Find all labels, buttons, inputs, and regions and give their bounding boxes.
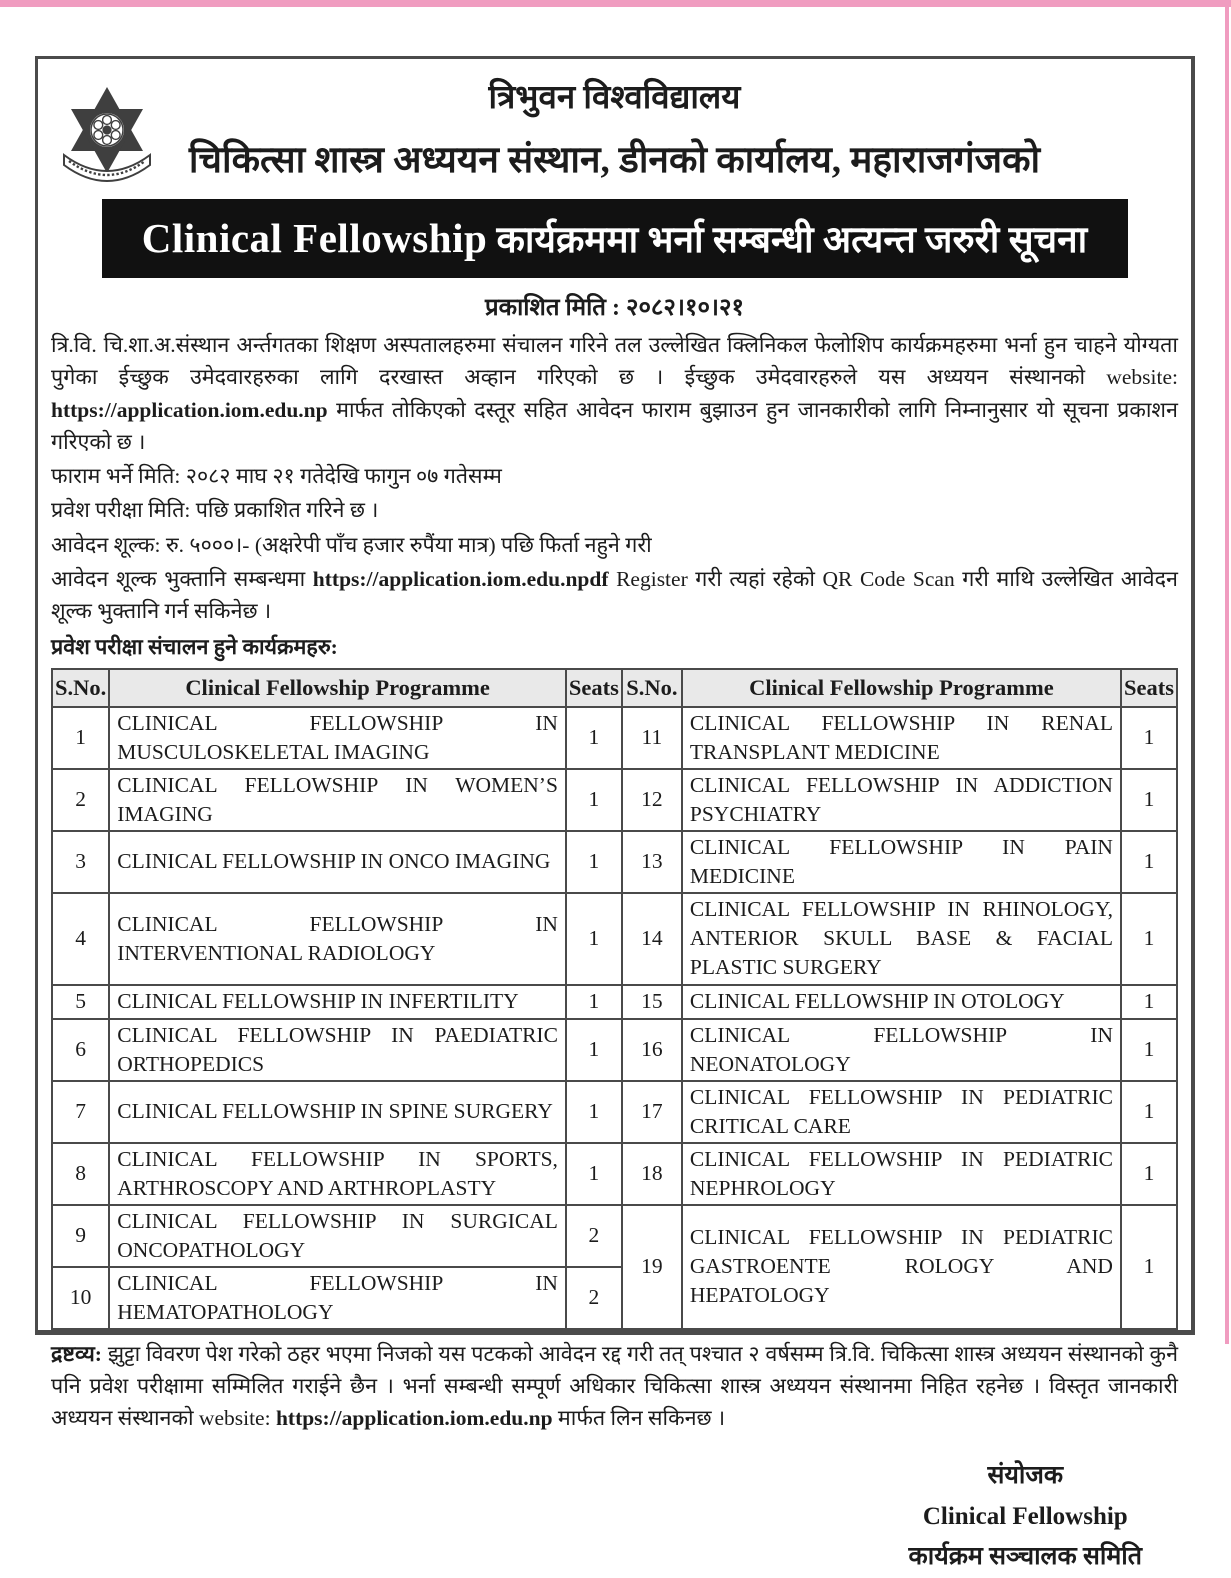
note-label: द्रष्टव्य:: [51, 1341, 102, 1366]
intro-text: त्रि.वि. चि.शा.अ.संस्थान अर्न्तगतका शिक्षण अस्पतालहरुमा संचालन गरिने तल उल्लेखित क्लिनिकल फेलोशिप कार्यक्रमहरुमा भर्ना हुन चाहने योग्यता पुगेका ईच्छुक उमेदवारहरुका लागि दरखास्त अव्हान गरिएको छ । ईच्छुक उमेदवारहरुले यस अध्ययन संस्थानको website:: [51, 333, 1178, 390]
sno-cell: 1: [52, 707, 109, 769]
table-row: [52, 985, 1177, 1019]
programme-cell: CLINICAL FELLOWSHIP IN INFERTILITY: [109, 985, 566, 1019]
sno-cell: 17: [622, 1081, 682, 1143]
signature-role: संयोजक: [987, 1462, 1064, 1489]
notice-title-banner: [102, 199, 1128, 278]
note-text-cont: मार्फत लिन सकिनछ ।: [552, 1406, 726, 1431]
seats-cell: 1: [566, 769, 622, 831]
sno-cell: 5: [52, 985, 109, 1019]
table-row: [52, 831, 1177, 893]
col-header-sno-right: S.No.: [622, 669, 682, 707]
sno-cell: 3: [52, 831, 109, 893]
sno-cell: 4: [52, 893, 109, 985]
col-header-seats-right: Seats: [1121, 669, 1177, 707]
seats-cell: 1: [1121, 707, 1177, 769]
seats-cell: 1: [1121, 1205, 1177, 1329]
document-header: [51, 73, 1178, 323]
sno-cell: 15: [622, 985, 682, 1019]
sno-cell: 19: [622, 1205, 682, 1329]
seats-cell: 1: [566, 985, 622, 1019]
payment-text: आवेदन शूल्क भुक्तानि सम्बन्धमा: [51, 566, 313, 591]
sno-cell: 18: [622, 1143, 682, 1205]
table-row: [52, 1143, 1177, 1205]
sno-cell: 2: [52, 769, 109, 831]
table-row: [52, 1019, 1177, 1081]
seats-cell: 1: [1121, 893, 1177, 985]
programme-cell: CLINICAL FELLOWSHIP IN RENAL TRANSPLANT MEDICINE: [682, 707, 1121, 769]
programme-cell: CLINICAL FELLOWSHIP IN MUSCULOSKELETAL IMAGING: [109, 707, 566, 769]
programme-cell: CLINICAL FELLOWSHIP IN SPORTS, ARTHROSCOPY AND ARTHROPLASTY: [109, 1143, 566, 1205]
seats-cell: 1: [1121, 831, 1177, 893]
sno-cell: 9: [52, 1205, 109, 1267]
note-text: झुट्टा विवरण पेश गरेको ठहर भएमा निजको यस पटकको आवेदन रद्द गरी तत् पश्चात २ वर्षसम्म त्रि.वि. चिकित्सा शास्त्र अध्ययन संस्थानको कुनै पनि प्रवेश परीक्षामा सम्मिलित गराईने छैन । भर्ना सम्बन्धी सम्पूर्ण अधिकार चिकित्सा शास्त्र अध्ययन संस्थानमा निहित रहनेछ । विस्तृत जानकारी अध्ययन संस्थानको website:: [51, 1341, 1178, 1431]
table-row: [52, 1081, 1177, 1143]
page-right-pink-border: [1225, 0, 1229, 1344]
table-row: [52, 707, 1177, 769]
programme-cell: CLINICAL FELLOWSHIP IN NEONATOLOGY: [682, 1019, 1121, 1081]
sno-cell: 6: [52, 1019, 109, 1081]
programme-cell: CLINICAL FELLOWSHIP IN PAEDIATRIC ORTHOPEDICS: [109, 1019, 566, 1081]
seats-cell: 1: [1121, 985, 1177, 1019]
signature-committee: कार्यक्रम सञ्चालक समिति: [908, 1543, 1142, 1570]
form-date-line: फाराम भर्ने मिति: २०८२ माघ २१ गतेदेखि फागुन ०७ गतेसम्म: [51, 464, 502, 488]
payment-paragraph: [51, 563, 1178, 628]
programme-cell: CLINICAL FELLOWSHIP IN SPINE SURGERY: [109, 1081, 566, 1143]
programme-cell: CLINICAL FELLOWSHIP IN HEMATOPATHOLOGY: [109, 1267, 566, 1329]
seats-cell: 1: [1121, 1081, 1177, 1143]
banner-title-nepali: कार्यक्रममा भर्ना सम्बन्धी अत्यन्त जरुरी सूचना: [487, 220, 1088, 261]
signature-programme: Clinical Fellowship: [922, 1502, 1128, 1530]
sno-cell: 8: [52, 1143, 109, 1205]
sno-cell: 12: [622, 769, 682, 831]
payment-url: https://application.iom.edu.npdf: [312, 566, 609, 591]
programme-cell: CLINICAL FELLOWSHIP IN SURGICAL ONCOPATHOLOGY: [109, 1205, 566, 1267]
programme-cell: CLINICAL FELLOWSHIP IN INTERVENTIONAL RADIOLOGY: [109, 893, 566, 985]
notice-body: [51, 329, 1178, 664]
note-paragraph: [51, 1338, 1178, 1435]
programme-cell: CLINICAL FELLOWSHIP IN OTOLOGY: [682, 985, 1121, 1019]
application-website-url: https://application.iom.edu.np: [51, 397, 328, 422]
published-date: प्रकाशित मिति : २०८२।१०।२१: [484, 295, 744, 321]
seats-cell: 1: [566, 1143, 622, 1205]
programme-cell: CLINICAL FELLOWSHIP IN PEDIATRIC NEPHROLOGY: [682, 1143, 1121, 1205]
programme-cell: CLINICAL FELLOWSHIP IN ADDICTION PSYCHIATRY: [682, 769, 1121, 831]
table-row: [52, 893, 1177, 985]
seats-cell: 1: [566, 1081, 622, 1143]
table-row: [52, 769, 1177, 831]
table-header-row: [52, 669, 1177, 707]
programme-cell: CLINICAL FELLOWSHIP IN PAIN MEDICINE: [682, 831, 1121, 893]
programme-cell: CLINICAL FELLOWSHIP IN PEDIATRIC GASTROENTE ROLOGY AND HEPATOLOGY: [682, 1205, 1121, 1329]
programme-cell: CLINICAL FELLOWSHIP IN RHINOLOGY, ANTERIOR SKULL BASE & FACIAL PLASTIC SURGERY: [682, 893, 1121, 985]
programmes-heading: प्रवेश परीक्षा संचालन हुने कार्यक्रमहरु:: [51, 635, 338, 660]
seats-cell: 1: [566, 1019, 622, 1081]
payment-text-cont: Register गरी त्यहां रहेको QR Code Scan गरी माथि उल्लेखित आवेदन शूल्क भुक्तानि गर्न सकिनेछ ।: [51, 566, 1178, 623]
banner-title-english: Clinical Fellowship: [141, 215, 488, 261]
note-website-url: https://application.iom.edu.np: [275, 1406, 553, 1431]
seats-cell: 1: [566, 831, 622, 893]
col-header-sno-left: S.No.: [52, 669, 109, 707]
signature-block: [909, 1456, 1142, 1578]
intro-text-cont: मार्फत तोकिएको दस्तूर सहित आवेदन फाराम बुझाउन हुन जानकारीको लागि निम्नानुसार यो सूचना प्रकाशन गरिएको छ ।: [51, 397, 1178, 454]
programmes-table: [51, 668, 1178, 1330]
col-header-seats-left: Seats: [566, 669, 622, 707]
sno-cell: 7: [52, 1081, 109, 1143]
tribhuvan-university-emblem-icon: [57, 85, 157, 203]
programme-cell: CLINICAL FELLOWSHIP IN WOMEN’S IMAGING: [109, 769, 566, 831]
seats-cell: 1: [1121, 769, 1177, 831]
seats-cell: 2: [566, 1205, 622, 1267]
sno-cell: 14: [622, 893, 682, 985]
seats-cell: 1: [566, 893, 622, 985]
seats-cell: 1: [1121, 1019, 1177, 1081]
programme-cell: CLINICAL FELLOWSHIP IN PEDIATRIC CRITICAL CARE: [682, 1081, 1121, 1143]
intro-paragraph: [51, 329, 1178, 458]
seats-cell: 2: [566, 1267, 622, 1329]
fee-line: आवेदन शूल्क: रु. ५०००।- (अक्षरेपी पाँच हजार रुपैंया मात्र) पछि फिर्ता नहुने गरी: [51, 532, 652, 557]
page-top-pink-border: [0, 0, 1231, 7]
exam-date-line: प्रवेश परीक्षा मिति: पछि प्रकाशित गरिने छ ।: [51, 498, 379, 523]
sno-cell: 13: [622, 831, 682, 893]
seats-cell: 1: [1121, 1143, 1177, 1205]
table-row: [52, 1205, 1177, 1267]
university-name: त्रिभुवन विश्वविद्यालय: [488, 80, 741, 116]
col-header-programme-left: Clinical Fellowship Programme: [109, 669, 566, 707]
seats-cell: 1: [566, 707, 622, 769]
col-header-programme-right: Clinical Fellowship Programme: [682, 669, 1121, 707]
sno-cell: 10: [52, 1267, 109, 1329]
institute-name: चिकित्सा शास्त्र अध्ययन संस्थान, डीनको कार्यालय, महाराजगंजको: [188, 140, 1041, 181]
programme-cell: CLINICAL FELLOWSHIP IN ONCO IMAGING: [109, 831, 566, 893]
sno-cell: 11: [622, 707, 682, 769]
document-frame: [35, 56, 1195, 1570]
sno-cell: 16: [622, 1019, 682, 1081]
